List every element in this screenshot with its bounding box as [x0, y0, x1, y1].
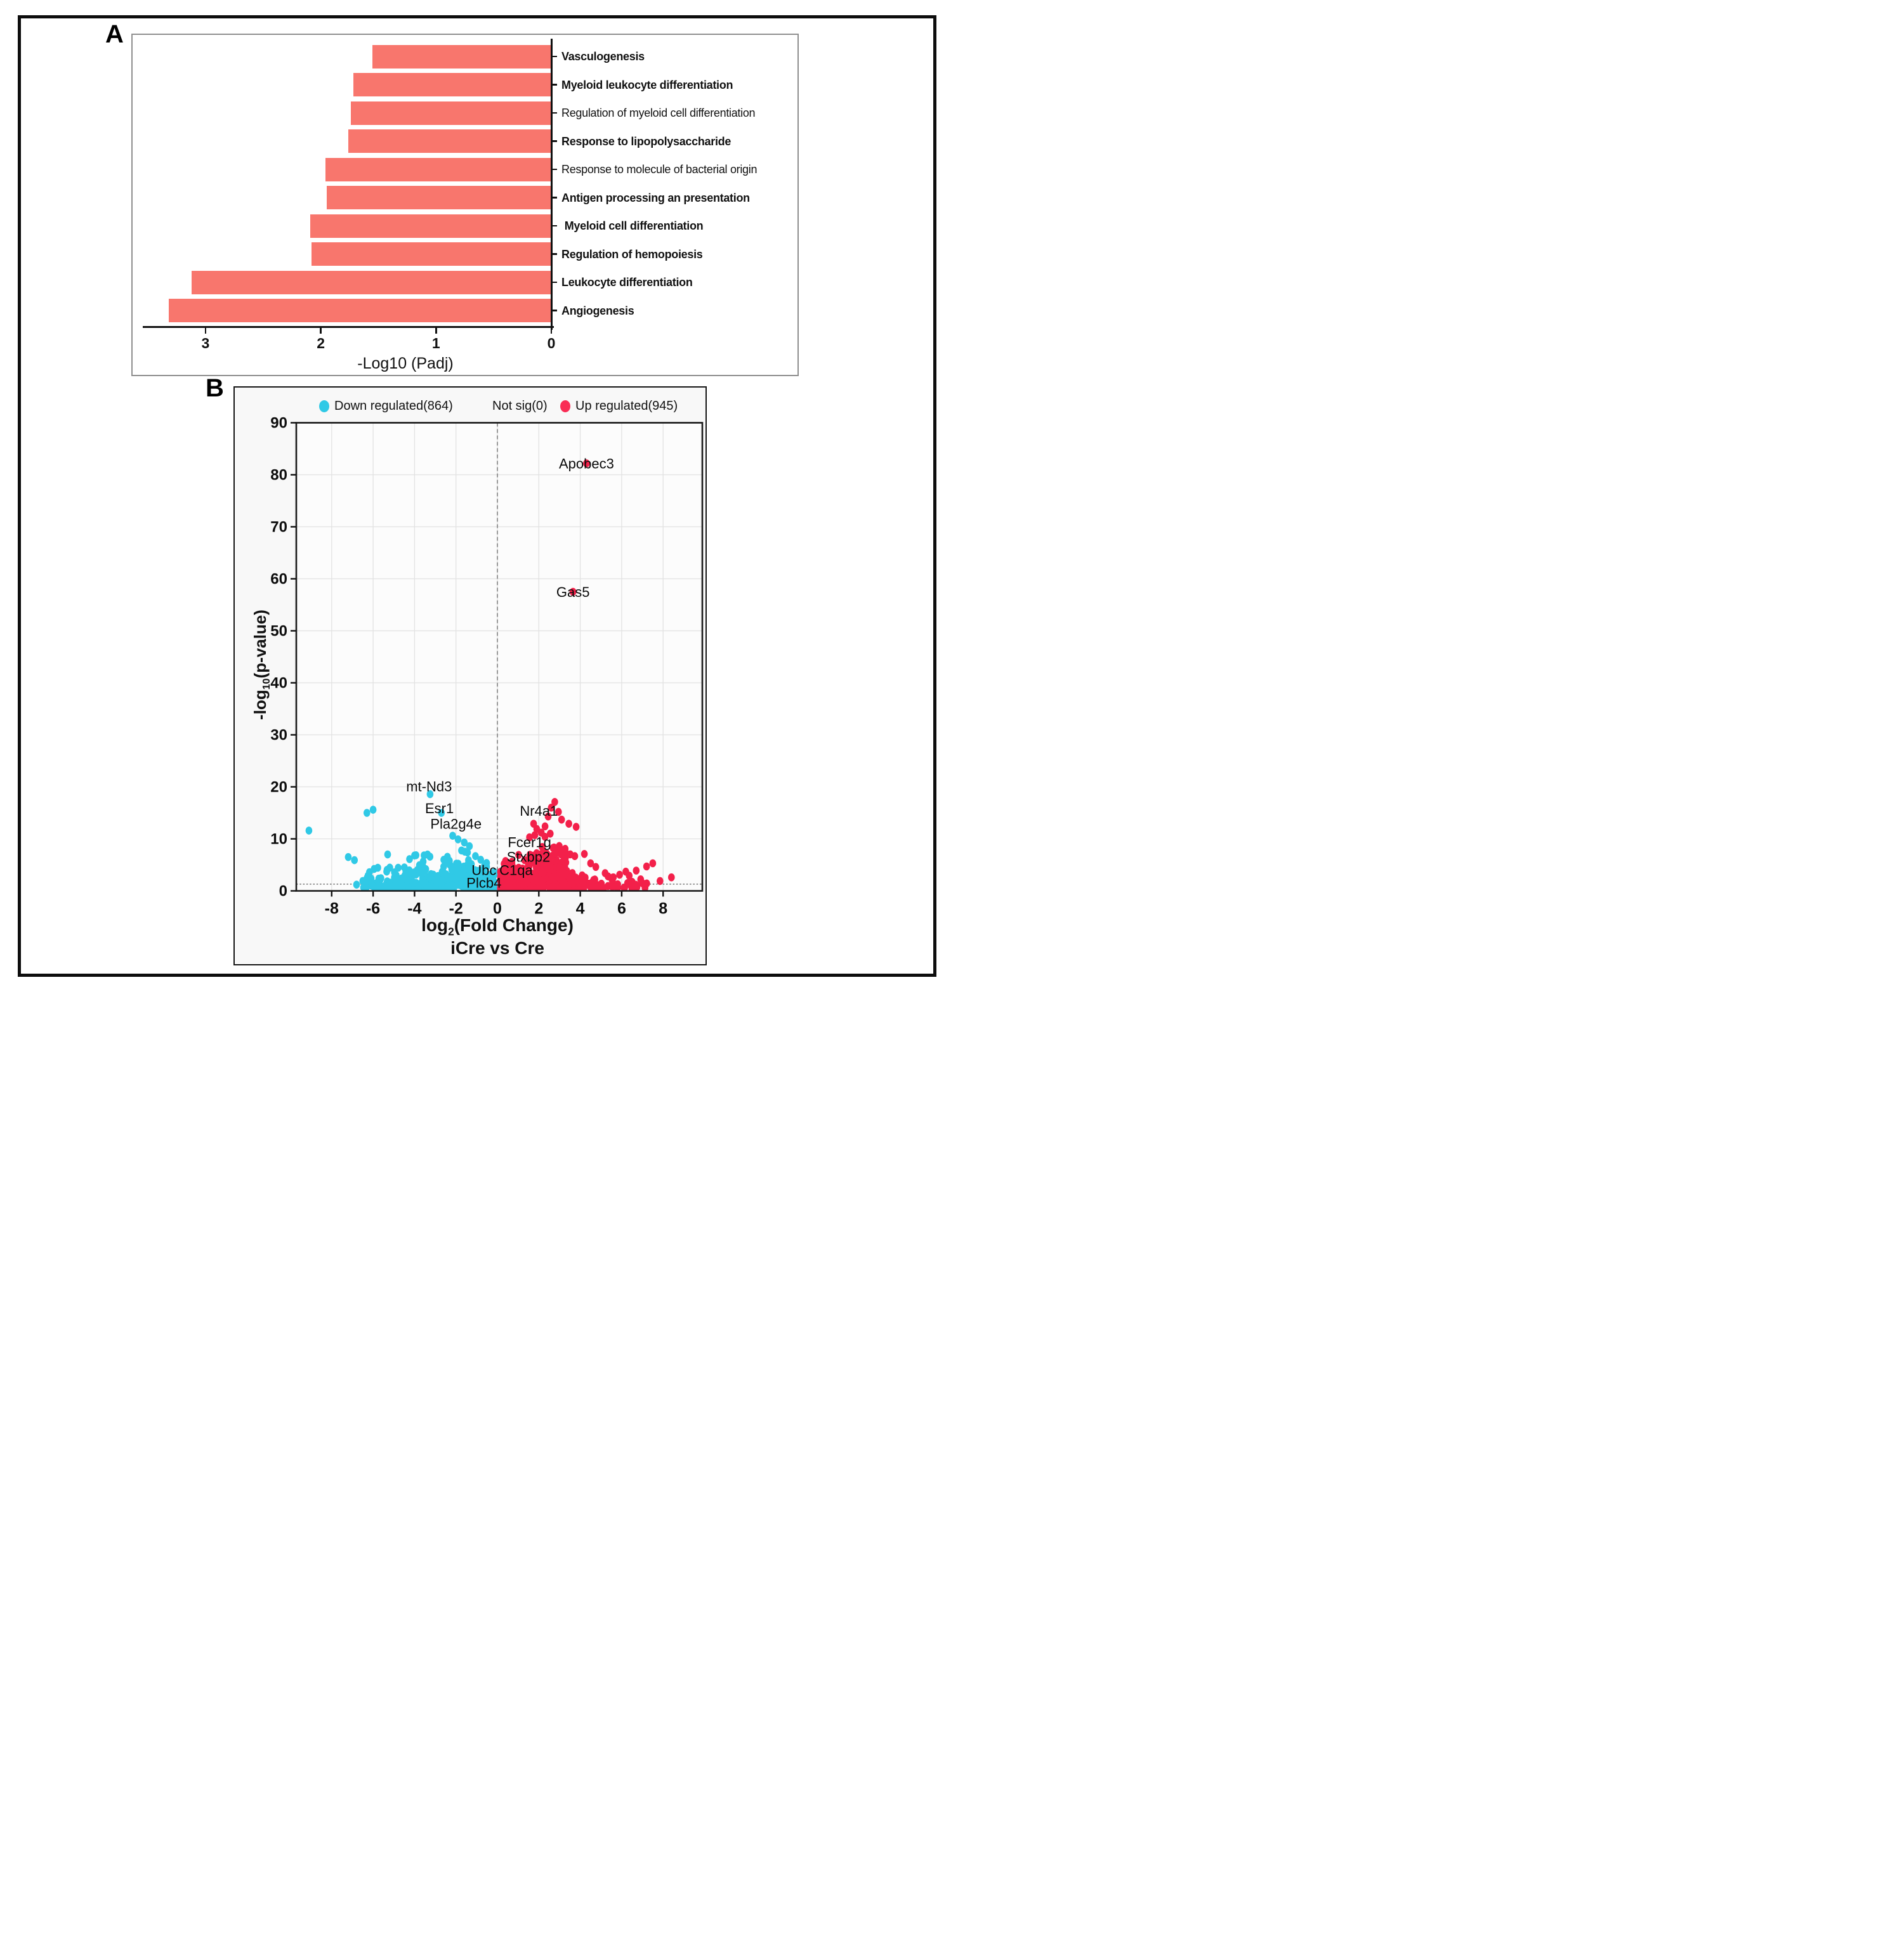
data-point [622, 868, 629, 876]
data-point [423, 865, 430, 873]
gene-label: Nr4a1 [520, 803, 558, 820]
data-point [602, 869, 609, 877]
data-point [436, 879, 443, 887]
go-bar-label: Regulation of myeloid cell differentiation [561, 107, 756, 119]
go-bar-label: Antigen processing an presentation [561, 191, 750, 204]
gene-label: mt-Nd3 [406, 778, 452, 795]
data-point [593, 863, 600, 872]
go-bar [192, 271, 551, 294]
legend-label-up: Up regulated(945) [575, 398, 678, 413]
y-tick-label: 60 [270, 570, 287, 588]
go-y-axis-line [551, 39, 553, 330]
x-tick-label: 6 [617, 899, 626, 918]
legend-label-down: Down regulated(864) [334, 398, 453, 413]
go-bar-chart-panel [131, 34, 799, 376]
go-bar-label: Leukocyte differentiation [561, 276, 693, 289]
go-bar [372, 45, 551, 69]
x-tick-label: -8 [324, 899, 339, 918]
data-point [370, 806, 377, 814]
x-tick-label: 4 [575, 899, 585, 918]
gene-label: Gas5 [556, 584, 590, 600]
go-bar-label: Vasculogenesis [561, 50, 645, 63]
y-tick-label: 50 [270, 622, 287, 640]
go-bar [325, 158, 551, 181]
x-tick-label: -2 [449, 899, 463, 918]
data-point [404, 877, 411, 885]
data-point [371, 865, 377, 873]
volcano-x-axis-sublabel: iCre vs Cre [450, 938, 544, 958]
data-point [594, 883, 601, 891]
go-bar-label: Response to lipopolysaccharide [561, 134, 732, 148]
y-tick-label: 40 [270, 674, 287, 692]
go-x-tick [320, 328, 322, 334]
x-tick-label: 0 [493, 899, 502, 918]
data-point [383, 883, 390, 891]
go-x-tick-label: 1 [431, 335, 440, 351]
down-regulated-dot-icon [319, 400, 329, 412]
data-point [546, 883, 553, 891]
x-tick-label: -6 [365, 899, 381, 918]
data-point [443, 858, 450, 866]
data-point [454, 864, 461, 872]
y-tick-label: 10 [270, 830, 287, 848]
data-point [565, 820, 572, 828]
up-regulated-dot-icon [560, 400, 570, 412]
go-x-tick-label: 2 [317, 335, 325, 351]
volcano-plot-panel [233, 386, 707, 965]
legend-item-down-regulated [319, 395, 453, 417]
go-x-tick [551, 328, 553, 334]
data-point [573, 823, 580, 831]
data-point [572, 852, 579, 860]
data-point [553, 849, 560, 858]
data-point [581, 882, 588, 890]
go-x-tick [435, 328, 437, 334]
y-tick-label: 70 [270, 518, 287, 536]
data-point [581, 850, 588, 858]
panel-b-letter: B [206, 374, 224, 402]
data-point [440, 867, 447, 875]
x-tick-label: 8 [659, 899, 668, 918]
data-point [353, 880, 360, 889]
data-point [360, 877, 367, 885]
go-bar [169, 299, 551, 322]
data-point [426, 883, 433, 891]
data-point [560, 880, 567, 888]
data-point [535, 877, 542, 885]
go-x-tick-label: 0 [547, 335, 556, 351]
data-point [558, 816, 565, 824]
gene-label: Esr1 [424, 800, 454, 817]
data-point [657, 877, 664, 885]
data-point [386, 864, 393, 872]
data-point [345, 853, 352, 861]
x-tick-label: -4 [407, 899, 422, 918]
data-point [426, 853, 433, 861]
legend-item-up-regulated [560, 395, 678, 417]
data-point [633, 881, 640, 889]
go-bar [348, 129, 551, 153]
data-point [616, 871, 623, 879]
data-point [643, 880, 650, 888]
data-point [668, 873, 675, 882]
legend-item-not-sig [492, 395, 548, 417]
volcano-x-axis-label: $\log_2(Fold$ Change) [421, 915, 574, 938]
gene-label: C1qa [499, 862, 533, 879]
y-tick-label: 0 [279, 882, 287, 900]
data-point [421, 851, 428, 859]
data-point [395, 877, 402, 885]
go-bar-label: Angiogenesis [561, 304, 634, 317]
data-point [560, 864, 567, 872]
panel-a-letter: A [105, 20, 124, 48]
data-point [376, 882, 383, 891]
data-point [643, 863, 650, 871]
gene-label: Fcer1g [508, 834, 551, 851]
go-bar-label: Response to molecule of bacterial origin [561, 163, 758, 176]
go-bar-label: Myeloid cell differentiation [561, 219, 704, 232]
data-point [458, 847, 465, 855]
data-point [562, 849, 569, 857]
go-bar-label: Regulation of hemopoiesis [561, 247, 703, 261]
go-bar [351, 101, 551, 125]
data-point [411, 851, 418, 859]
data-point [455, 835, 462, 844]
gene-label: Plcb4 [466, 875, 502, 891]
y-tick-label: 80 [270, 466, 287, 484]
gene-label: Apobec3 [558, 455, 614, 472]
data-point [466, 842, 473, 851]
go-x-tick-label: 3 [201, 335, 210, 351]
data-point [614, 880, 621, 889]
go-bar [312, 242, 551, 266]
y-tick-label: 30 [270, 726, 287, 744]
data-point [650, 859, 657, 868]
data-point [306, 826, 313, 835]
data-point [401, 863, 408, 872]
volcano-scatter-svg [235, 388, 708, 967]
data-point [569, 880, 576, 888]
data-point [541, 875, 548, 884]
data-point [384, 851, 391, 859]
data-point [626, 880, 633, 889]
gene-label: Ubc [471, 862, 497, 879]
volcano-y-axis-label: $-\log_{10}(p-value)$ [251, 610, 273, 720]
go-x-tick [205, 328, 207, 334]
gene-label: Stxbp2 [506, 849, 551, 865]
gene-label: Pla2g4e [430, 816, 482, 832]
data-point [369, 881, 376, 889]
y-tick-label: 20 [270, 778, 287, 796]
go-x-axis-label: -Log10 (Padj) [357, 355, 454, 372]
x-tick-label: 2 [534, 899, 544, 918]
data-point [610, 873, 617, 882]
data-point [364, 809, 371, 817]
go-bar-label: Myeloid leukocyte differentiation [561, 78, 733, 91]
legend-label-notsig: Not sig(0) [492, 398, 548, 413]
data-point [633, 866, 640, 875]
data-point [514, 882, 521, 891]
data-point [351, 856, 358, 865]
data-point [465, 856, 472, 865]
data-point [395, 864, 402, 872]
data-point [449, 866, 456, 874]
go-bar [310, 214, 551, 238]
y-tick-label: 90 [270, 414, 287, 432]
go-bar [353, 73, 552, 96]
data-point [416, 866, 423, 874]
data-point [472, 852, 479, 860]
go-bar [327, 186, 551, 209]
